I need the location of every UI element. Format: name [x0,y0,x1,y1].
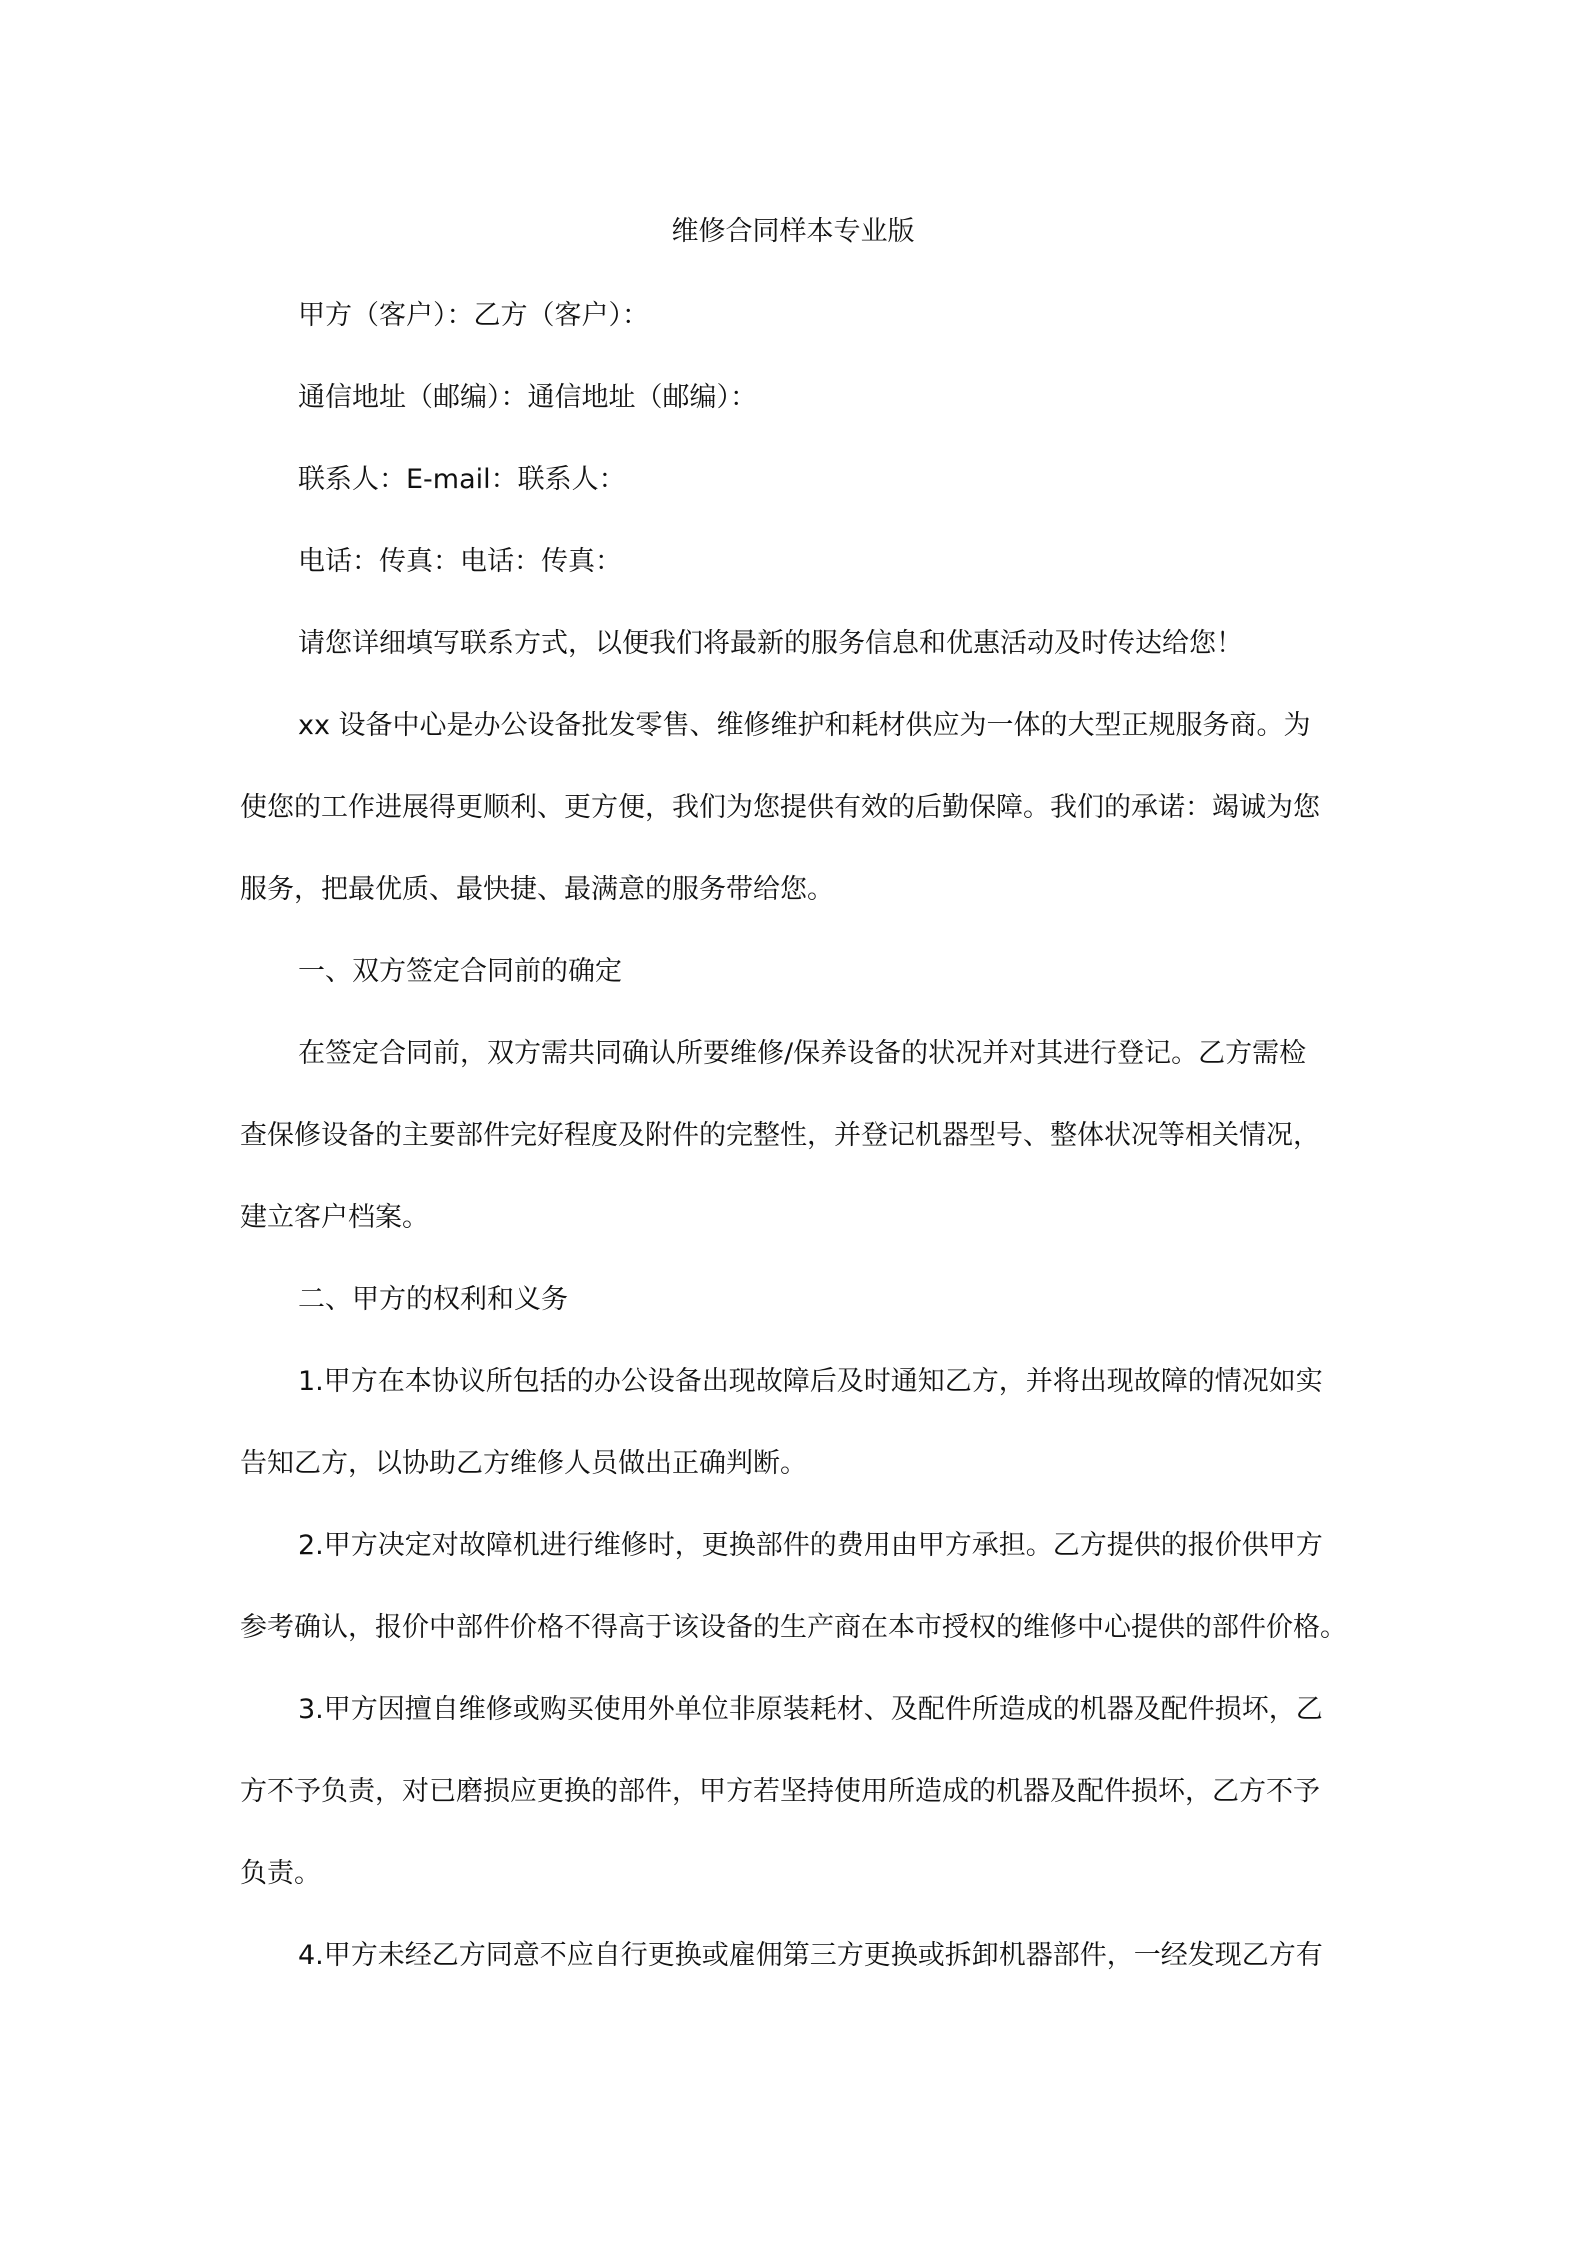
paragraph-line: 负责。 [240,1858,321,1889]
paragraph-line: 2.甲方决定对故障机进行维修时，更换部件的费用由甲方承担。乙方提供的报价供甲方 [298,1530,1323,1561]
paragraph-line: 建立客户档案。 [240,1202,429,1233]
paragraph-line: 在签定合同前，双方需共同确认所要维修/保养设备的状况并对其进行登记。乙方需检 [298,1038,1307,1069]
party-line: 甲方（客户）：乙方（客户）： [298,300,649,331]
paragraph-line: 1.甲方在本协议所包括的办公设备出现故障后及时通知乙方，并将出现故障的情况如实 [298,1366,1323,1397]
paragraph-line: 参考确认，报价中部件价格不得高于该设备的生产商在本市授权的维修中心提供的部件价格。 [240,1612,1347,1643]
section-heading: 一、双方签定合同前的确定 [298,956,622,987]
paragraph-line: 3.甲方因擅自维修或购买使用外单位非原装耗材、及配件所造成的机器及配件损坏，乙 [298,1694,1323,1725]
notice-line: 请您详细填写联系方式，以便我们将最新的服务信息和优惠活动及时传达给您！ [298,628,1243,659]
paragraph-line: 告知乙方，以协助乙方维修人员做出正确判断。 [240,1448,807,1479]
paragraph-line: 4.甲方未经乙方同意不应自行更换或雇佣第三方更换或拆卸机器部件，一经发现乙方有 [298,1940,1323,1971]
address-line: 通信地址（邮编）：通信地址（邮编）： [298,382,757,413]
paragraph-line: 使您的工作进展得更顺利、更方便，我们为您提供有效的后勤保障。我们的承诺：竭诚为您 [240,792,1320,823]
phone-fax-line: 电话：传真：电话：传真： [298,546,622,577]
paragraph-line: xx 设备中心是办公设备批发零售、维修维护和耗材供应为一体的大型正规服务商。为 [298,710,1311,741]
paragraph-line: 查保修设备的主要部件完好程度及附件的完整性，并登记机器型号、整体状况等相关情况， [240,1120,1320,1151]
paragraph-line: 服务，把最优质、最快捷、最满意的服务带给您。 [240,874,834,905]
contact-line: 联系人：E-mail：联系人： [298,464,626,495]
section-heading: 二、甲方的权利和义务 [298,1284,568,1315]
document-title: 维修合同样本专业版 [671,216,915,247]
paragraph-line: 方不予负责，对已磨损应更换的部件，甲方若坚持使用所造成的机器及配件损坏，乙方不予 [240,1776,1320,1807]
